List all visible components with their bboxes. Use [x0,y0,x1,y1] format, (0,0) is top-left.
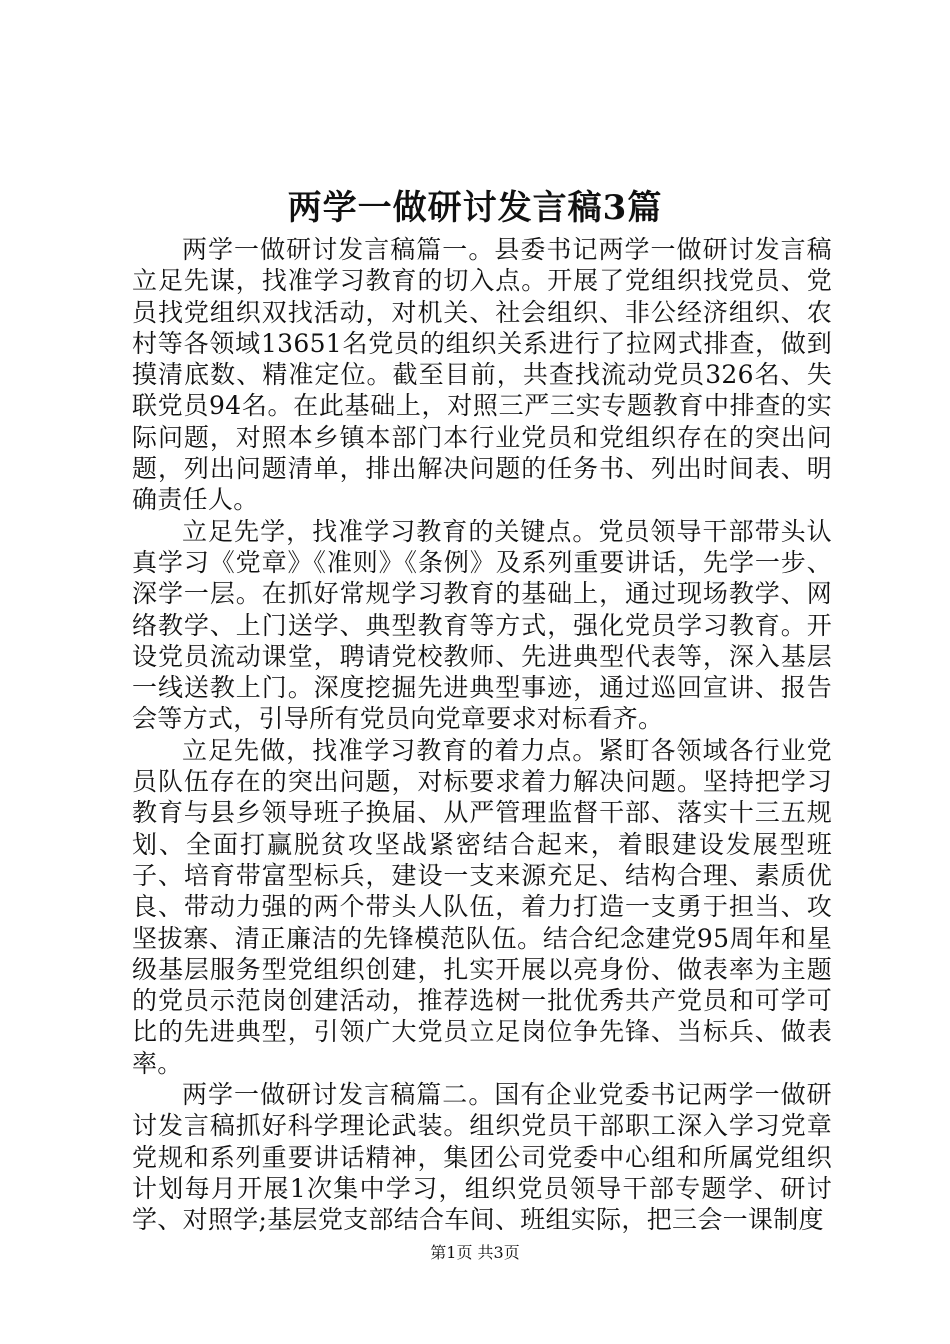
paragraph-3: 立足先做，找准学习教育的着力点。紧盯各领域各行业党员队伍存在的突出问题，对标要求着力解决问题。坚持把学习教育与县乡领导班子换届、从严管理监督干部、落实十三五规划、全面打赢脱贫攻坚战紧密结合起来，着眼建设发展型班子、培育带富型标兵，建设一支来源充足、结构合理、素质优良、带动力强的两个带头人队伍，着力打造一支勇于担当、攻坚拔寨、清正廉洁的先锋模范队伍。结合纪念建党95周年和星级基层服务型党组织创建，扎实开展以亮身份、做表率为主题的党员示范岗创建活动，推荐选树一批优秀共产党员和可学可比的先进典型，引领广大党员立足岗位争先锋、当标兵、做表率。 [132,735,832,1078]
page-footer: 第1页 共3页 [430,1243,520,1262]
paragraph-1: 两学一做研讨发言稿篇一。县委书记两学一做研讨发言稿立足先谋，找准学习教育的切入点。开展了党组织找党员、党员找党组织双找活动，对机关、社会组织、非公经济组织、农村等各领域13651名党员的组织关系进行了拉网式排查，做到摸清底数、精准定位。截至目前，共查找流动党员326名、失联党员94名。在此基础上，对照三严三实专题教育中排查的实际问题，对照本乡镇本部门本行业党员和党组织存在的突出问题，列出问题清单，排出解决问题的任务书、列出时间表、明确责任人。 [132,235,832,515]
document-title: 两学一做研讨发言稿3篇 [287,188,663,228]
paragraph-4: 两学一做研讨发言稿篇二。国有企业党委书记两学一做研讨发言稿抓好科学理论武装。组织党员干部职工深入学习党章党规和系列重要讲话精神，集团公司党委中心组和所属党组织计划每月开展1次集中学习，组织党员领导干部专题学、研讨学、对照学;基层党支部结合车间、班组实际，把三会一课制度 [132,1080,832,1235]
document-body [132,234,832,1236]
paragraph-2: 立足先学，找准学习教育的关键点。党员领导干部带头认真学习《党章》《准则》《条例》及系列重要讲话，先学一步、深学一层。在抓好常规学习教育的基础上，通过现场教学、网络教学、上门送学、典型教育等方式，强化党员学习教育。开设党员流动课堂，聘请党校教师、先进典型代表等，深入基层一线送教上门。深度挖掘先进典型事迹，通过巡回宣讲、报告会等方式，引导所有党员向党章要求对标看齐。 [132,516,832,734]
